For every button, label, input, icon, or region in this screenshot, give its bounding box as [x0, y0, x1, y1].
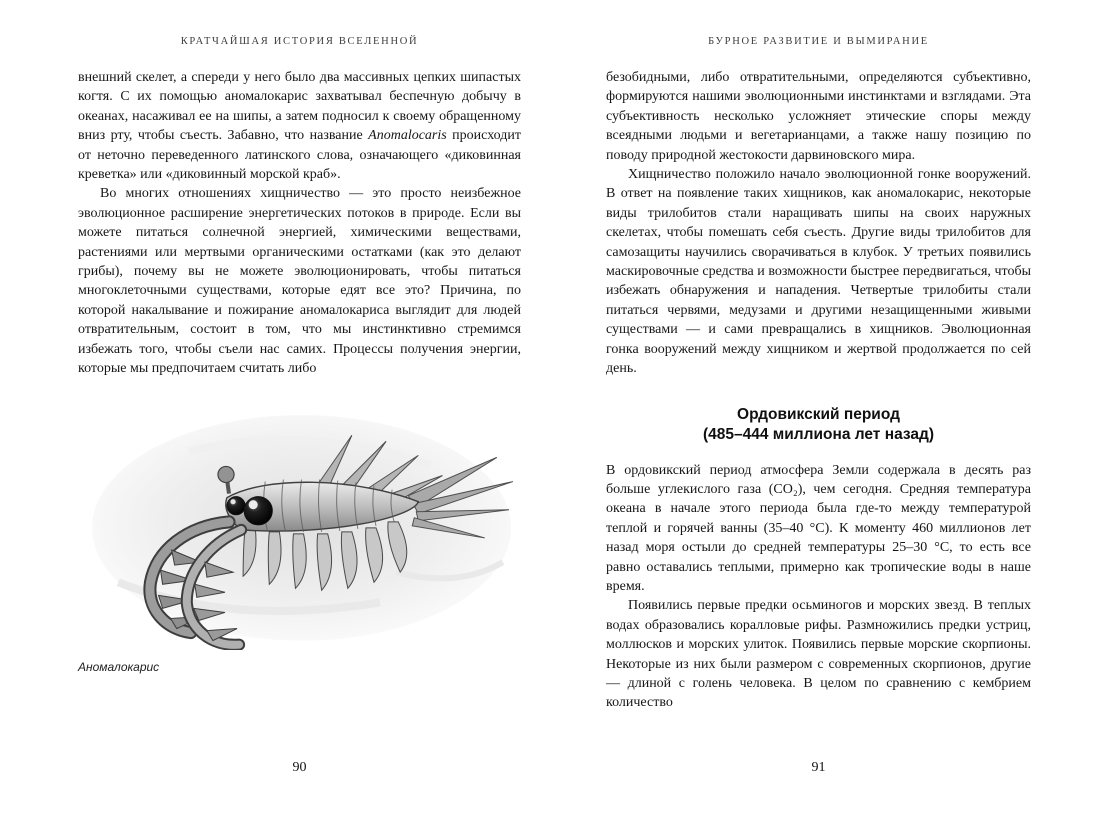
- paragraph-text: происходит от неточно переведенного латинского слова, означающего «диковинная креветка» или «диковинный морской краб».: [78, 128, 521, 183]
- right-running-header: БУРНОЕ РАЗВИТИЕ И ВЫМИРАНИЕ: [708, 36, 929, 47]
- heading-line-2: (485–444 миллиона лет назад): [702, 425, 935, 443]
- paragraph-arms-race: Хищничество положило начало эволюционной гонке вооружений. В ответ на появление таких хищников, как аномалокарис, некоторые виды трилобитов стали наращивать шипы на своих наружных скелетах, чтобы помешать себя съесть. Другие виды трилобитов для самозащиты научились сворачиваться в клубок. У третьих появились маскировочные средства и возможности быстрее передвигаться, чтобы избежать обнаружения и нападения. Четвертые трилобиты стали питаться червями, медузами и другими незащищенными живыми существами — и сами превращались в хищников. Эволюционная гонка вооружений между хищником и жертвой продолжается по сей день.: [606, 167, 1031, 377]
- figure-caption: Аномалокарис: [78, 660, 160, 675]
- paragraph-text: внешний скелет, а спереди у него было два массивных цепких шипастых когтя. С их помощью аномалокарис захватывал беспечную добычу в океанах, насаживал ее на шипы, а затем подносил к своему обращенному вниз рту, чтобы съесть. Забавно, что название: [78, 70, 521, 144]
- figure-anomalocaris: [78, 399, 521, 675]
- left-running-header: КРАТЧАЙШАЯ ИСТОРИЯ ВСЕЛЕННОЙ: [180, 36, 419, 47]
- paragraph-continuation: безобидными, либо отвратительными, определяются субъективно, формируются нашими эволюционными инстинктами и взглядами. Эта субъективность несколько усложняет этические споры между всеядными людьми и вегетарианцами, а также нашу позицию по поводу природной жестокости дарвиновского мира.: [606, 70, 1031, 163]
- paragraph-ordovician-climate: В ордовикский период атмосфера Земли содержала в десять раз больше углекислого газа (CO₂), чем сегодня. Средняя температура океана в начале этого периода была где-то между температурой теплой и горячей ванны (35–40 °C). К моменту 460 миллионов лет назад моря остыли до средней температуры 25–30 °C, то есть все равно оставались теплыми, примерно как тропические воды в наше время.: [606, 462, 1031, 594]
- left-page: [78, 36, 521, 776]
- latin-term: Anomalocaris: [368, 128, 447, 144]
- anomalocaris-image: [78, 399, 521, 651]
- paragraph-continuation: [78, 68, 521, 184]
- section-heading-ordovician: [606, 405, 1031, 445]
- paragraph-predation: Во многих отношениях хищничество — это просто неизбежное эволюционное расширение энергетических потоков в природе. Если вы можете питаться солнечной энергией, химическими веществами, растениями или мертвыми органическими остатками (как это делают грибы), почему вы не можете эволюционировать, чтобы питаться многоклеточными существами, которые едят все это? Причина, по которой накалывание и пожирание аномалокариса выглядит для людей отвратительным, состоит в том, что мы инстинктивно стремимся избежать того, чтобы съели нас самих. Процессы получения энергии, которые мы предпочитаем считать либо: [78, 186, 521, 377]
- paragraph-ordovician-life: Появились первые предки осьминогов и морских звезд. В теплых водах образовались коралловые рифы. Размножились предки устриц, моллюсков и морских улиток. Появились первые морские скорпионы. Некоторые из них были размером с современных скорпионов, другие — длиной с голень человека. В целом по сравнению с кембрием количество: [606, 598, 1031, 711]
- heading-line-1: Ордовикский период: [737, 405, 900, 423]
- right-page: [606, 36, 1031, 776]
- left-page-number: 90: [292, 760, 307, 775]
- right-page-number: 91: [811, 760, 826, 775]
